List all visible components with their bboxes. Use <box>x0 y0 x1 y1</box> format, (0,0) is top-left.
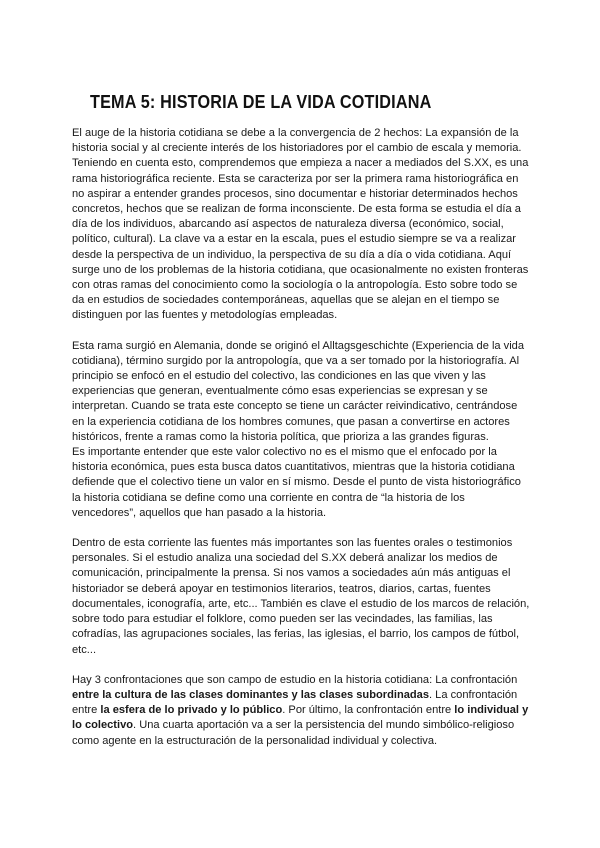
paragraph-collective-value: Es importante entender que este valor colectivo no es el mismo que el enfocado por la historia económica, pues esta busca datos cuantitativos, mientras que la historia cotidiana defiende que el colectivo tiene un valor en sí mismo. Desde el punto de vista historiográfico la historia cotidiana se define como una corriente en contra de “la historia de los vencedores”, aquellos que han pasado a la historia. <box>72 446 521 519</box>
confrontations-text-1: Hay 3 confrontaciones que son campo de estudio en la historia cotidiana: La confrontación <box>72 673 518 686</box>
confrontation-private-public: la esfera de lo privado y lo público <box>100 704 283 717</box>
page-title: TEMA 5: HISTORIA DE LA VIDA COTIDIANA <box>90 92 432 112</box>
document-body <box>72 126 532 764</box>
paragraph-intro: El auge de la historia cotidiana se debe a la convergencia de 2 hechos: La expansión de la historia social y al creciente interés de los historiadores por el cambio de escala y memoria. Teniendo en cuenta esto, comprendemos que empieza a nacer a mediados del S.XX, es una rama historiográfica reciente. Esta se caracteriza por ser la primera rama historiográfica en no aspirar a entender grandes procesos, sino documentar e historiar determinados hechos concretos, hechos que se realizan de forma inconsciente. De esta forma se estudia el día a día de los individuos, abarcando así aspectos de naturaleza diversa (económico, social, político, cultural). La clave va a estar en la escala, pues el estudio siempre se va a realizar desde la perspectiva de un individuo, la perspectiva de su día a día o vida cotidiana. Aquí surge uno de los problemas de la historia cotidiana, que ocasionalmente no existen fronteras con otras ramas del conocimiento como la sociología o la antropología. Esto sobre todo se da en estudios de sociedades contemporáneas, aquellas que se alejan en el tiempo se distinguen por las fuentes y metodologías empleadas. <box>72 127 529 322</box>
paragraph-origin: Esta rama surgió en Alemania, donde se originó el Alltagsgeschichte (Experiencia de la vida cotidiana), término surgido por la antropología, que va a ser tomado por la historiografía. Al principio se enfocó en el estudio del colectivo, las condiciones en las que viven y las experiencias que generan, eventualmente cómo esas experiencias se expresan y se interpretan. Cuando se trata este concepto se tiene un carácter reivindicativo, centrándose en la experiencia cotidiana de los hombres comunes, que pasan a convertirse en actores históricos, frente a ramas como la historia política, que prioriza a las grandes figuras. <box>72 339 525 443</box>
paragraph-confrontations <box>72 673 532 749</box>
confrontations-text-3: . Por último, la confrontación entre <box>282 704 455 717</box>
paragraph-sources: Dentro de esta corriente las fuentes más importantes son las fuentes orales o testimonios personales. Si el estudio analiza una sociedad del S.XX deberá analizar los medios de comunicación, principalmente la prensa. Si nos vamos a sociedades aún más antiguas el historiador se deberá apoyar en testimonios literarios, teatros, diarios, cartas, fuentes documentales, iconografía, arte, etc... También es clave el estudio de los marcos de relación, sobre todo para estudiar el folklore, como pueden ser las vecindades, las familias, las cofradías, las agrupaciones sociales, las ferias, las iglesias, el barrio, los campos de fútbol, etc... <box>72 537 530 656</box>
confrontations-text-4: . Una cuarta aportación va a ser la persistencia del mundo simbólico-religioso como agente en la estructuración de la personalidad individual y colectiva. <box>72 719 515 747</box>
confrontations-text-2: . La confrontación entre <box>72 688 518 717</box>
confrontation-individual-collective: lo individual y lo colectivo <box>72 704 529 732</box>
confrontation-classes: entre la cultura de las clases dominantes y las clases subordinadas <box>72 688 430 701</box>
